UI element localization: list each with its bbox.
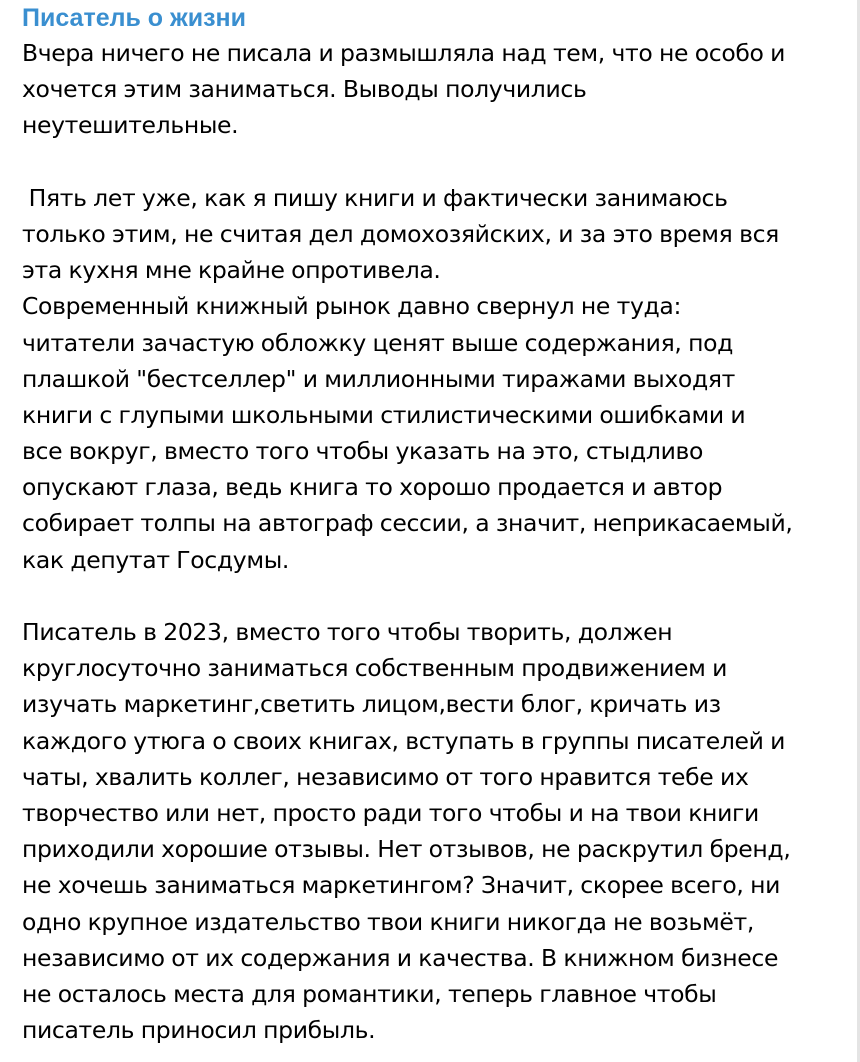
text-line: все вокруг, вместо того чтобы указать на это, стыдливо — [22, 437, 704, 466]
text-line: Вчера ничего не писала и размышляла над тем, что не особо и — [22, 39, 786, 67]
paragraph-break — [22, 578, 836, 614]
text-line: приходили хорошие отзывы. Нет отзывов, не раскрутил бренд, — [22, 835, 791, 864]
text-line: чаты, хвалить коллег, независимо от того нравится тебе их — [22, 762, 749, 791]
text-line: как депутат Госдумы. — [22, 545, 290, 574]
text-line: изучать маркетинг,светить лицом,вести блог, кричать из — [22, 690, 721, 719]
message-text — [22, 35, 836, 1048]
text-line: Пять лет уже, как я пишу книги и фактически занимаюсь — [22, 183, 728, 212]
text-line: эта кухня мне крайне опротивела. — [22, 256, 441, 285]
sender-name[interactable]: Писатель о жизни — [22, 4, 246, 32]
text-line: не осталось места для романтики, теперь главное чтобы — [22, 979, 717, 1008]
text-line: одно крупное издательство твои книги никогда не возьмёт, — [22, 907, 754, 936]
text-line: Писатель в 2023, вместо того чтобы творить, должен — [22, 618, 673, 646]
text-line: опускают глаза, ведь книга то хорошо продается и автор — [22, 473, 723, 502]
text-line: собирает толпы на автограф сессии, а значит, неприкасаемый, — [22, 509, 793, 538]
text-line: хочется этим заниматься. Выводы получились — [22, 75, 587, 104]
paragraph-break — [22, 144, 836, 180]
text-line: неутешительные. — [22, 111, 239, 140]
text-line: только этим, не считая дел домохозяйских, и за это время вся — [22, 219, 779, 248]
text-line: писатель приносил прибыль. — [22, 1016, 376, 1045]
text-line: плашкой "бестселлер" и миллионными тиражами выходят — [22, 364, 735, 393]
text-line: каждого утюга о своих книгах, вступать в группы писателей и — [22, 726, 786, 755]
text-line: читатели зачастую обложку ценят выше содержания, под — [22, 328, 734, 357]
text-line: книги с глупыми школьными стилистическими ошибками и — [22, 400, 746, 429]
text-line: круглосуточно заниматься собственным продвижением и — [22, 654, 728, 683]
text-line: независимо от их содержания и качества. В книжном бизнесе — [22, 943, 779, 972]
text-line: творчество или нет, просто ради того чтобы и на твои книги — [22, 798, 759, 827]
text-line: Современный книжный рынок давно свернул не туда: — [22, 292, 682, 321]
text-line: не хочешь заниматься маркетингом? Значит, скорее всего, ни — [22, 871, 781, 900]
